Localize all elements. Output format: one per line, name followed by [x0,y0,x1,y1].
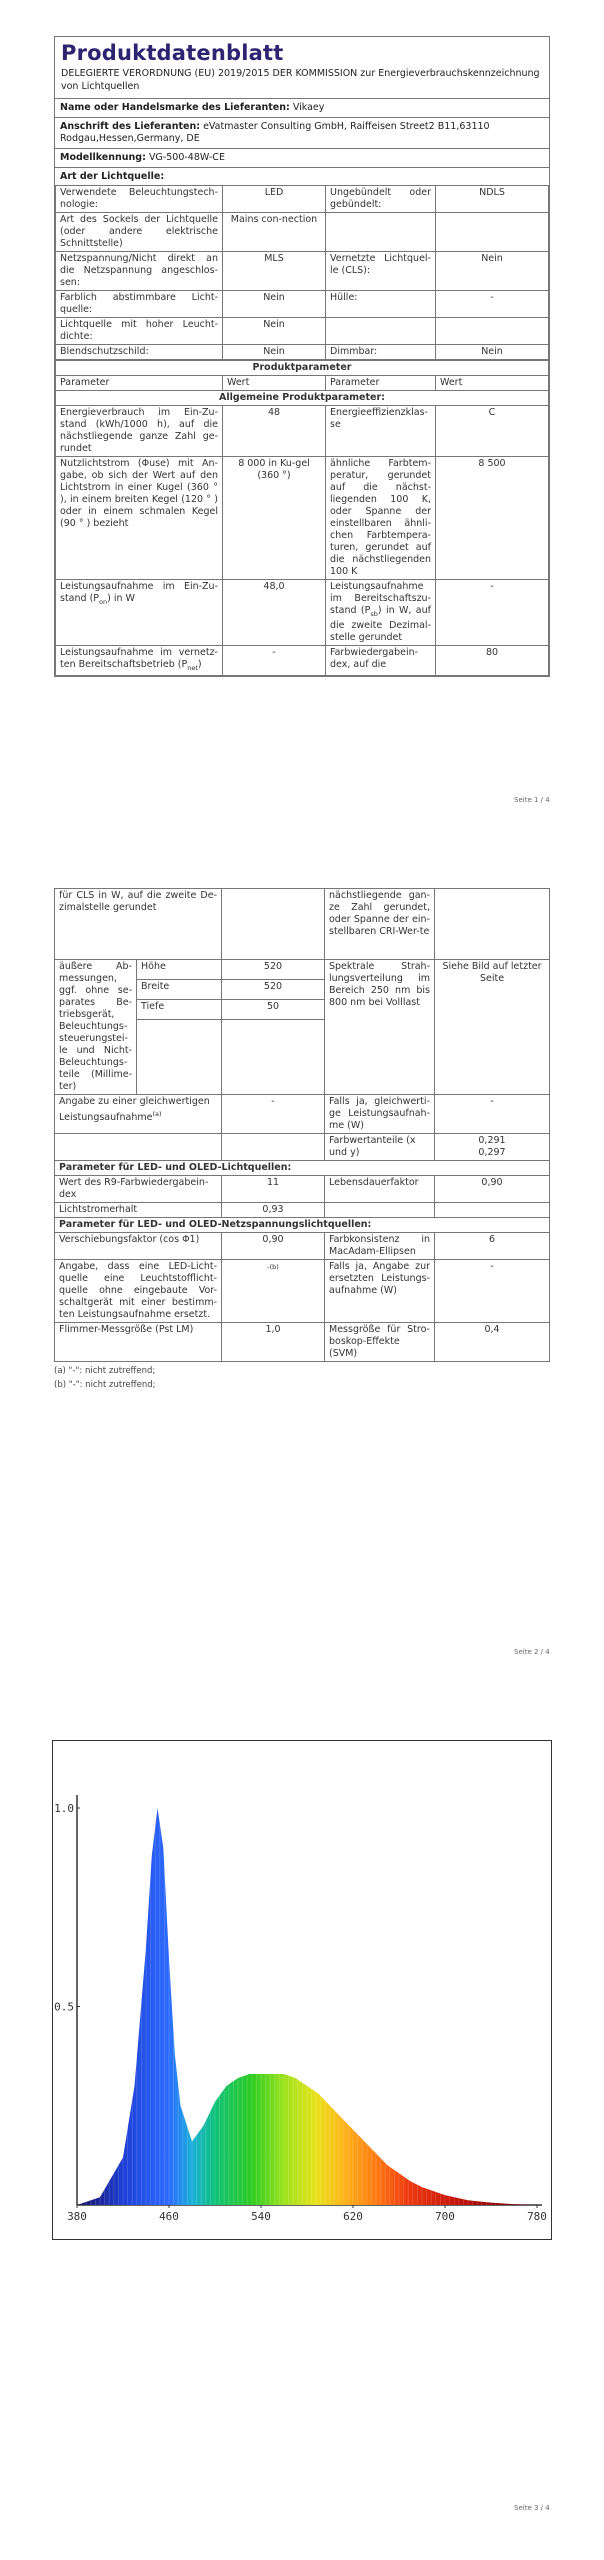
dim-name: Breite [137,980,222,1000]
flicker-label: Flimmer-Messgröße (Pst LM) [55,1323,222,1362]
param-label: Nutzlichtstrom (Φuse) mit An-gabe, ob sich der Wert auf den Lichtstrom in einer Kugel (360 ° ), in einem breiten Kegel (120 ° ) oder in einem schmalen Kegel (90 ° ) bezieht [56,457,223,580]
supplier-address-row [55,117,549,148]
type-row-value: Nein [223,318,326,345]
datasheet-frame [54,36,550,677]
param-label-2: Energieeffizienzklas-se [326,406,436,457]
flux-maintenance-label: Lichtstromerhalt [55,1203,222,1218]
replacement-value: -(b) [222,1260,325,1323]
type-row [56,318,549,345]
lifetime-value: 0,90 [435,1176,550,1203]
col-value-header: Wert [436,376,549,391]
supplier-name-value: Vikaey [292,102,325,113]
lightsource-type-label: Art der Lichtquelle: [60,171,165,182]
replacement-label: Angabe, dass eine LED-Licht-quelle eine Leuchtstofflicht-quelle ohne eingebaute Vor-schaltgerät mit einer bestimm-ten Leistungsaufnahme ersetzt. [55,1260,222,1323]
type-row-label: Art des Sockels der Lichtquelle (oder andere elektrische Schnittstelle) [56,213,223,252]
stroboscopic-label: Messgröße für Stro-boskop-Effekte (SVM) [325,1323,435,1362]
empty-cell [137,1020,222,1095]
type-row-value-2: Nein [436,252,549,291]
type-row-value: Nein [223,345,326,360]
dim-name: Höhe [137,960,222,980]
x-tick-label: 380 [67,2210,87,2223]
type-row-value: LED [223,186,326,213]
stroboscopic-value: 0,4 [435,1323,550,1362]
supplier-address-label: Anschrift des Lieferanten: [60,121,201,132]
param-label: Leistungsaufnahme im Ein-Zu-stand $(P_{on})$ in W [56,580,223,646]
y-tick-label: 0.5 [54,2000,74,2014]
supplier-address-value: eVatmaster Consulting GmbH, Raiffeisen Street2 B11,63110 Rodgau,Hessen,Germany, DE [60,121,490,144]
param-label-2: Leistungsaufnahme im Bereitschaftszu-stand $(P_{sb})$ in W, auf die zweite Dezimal-stelle gerundet [326,580,436,646]
x-tick-label: 700 [435,2210,455,2223]
spectrum-chart-svg [52,1740,552,2240]
supplier-name-label: Name oder Handelsmarke des Lieferanten: [60,102,290,113]
empty-cell [325,1203,435,1218]
x-tick-label: 780 [527,2210,547,2223]
param-value: - [223,645,326,675]
supplier-name-row [55,98,549,117]
param-label: Energieverbrauch im Ein-Zu-stand (kWh/1000 h), auf die nächstliegende ganze Zahl ge-rundet [56,406,223,457]
type-row-label: Netzspannung/Nicht direkt an die Netzspannung angeschlos-sen: [56,252,223,291]
page-title: Produktdatenblatt [61,41,284,65]
type-row-value-2: Nein [436,345,549,360]
model-value: VG-500-48W-CE [148,152,225,163]
flux-maintenance-value: 0,93 [222,1203,325,1218]
type-row-label-2: Vernetzte Lichtquel-le (CLS): [326,252,436,291]
type-row-label-2: Hülle: [326,291,436,318]
page-number: Seite 2 / 4 [514,1648,550,1656]
param-label: Leistungsaufnahme im vernetz-ten Bereitschaftsbetrieb $(P_{net})$ [56,645,223,675]
mains-params-heading: Parameter für LED- und OLED-Netzspannungslichtquellen: [55,1218,550,1233]
lifetime-label: Lebensdauerfaktor [325,1176,435,1203]
replacement-r-label: Falls ja, Angabe zur ersetzten Leistungs-aufnahme (W) [325,1260,435,1323]
dim-value: 520 [222,960,325,980]
r9-label: Wert des R9-Farbwiedergabein-dex [55,1176,222,1203]
model-label: Modellkennung: [60,152,146,163]
type-row-value: Nein [223,291,326,318]
type-row-value: MLS [223,252,326,291]
empty-cell [222,1134,325,1161]
x-tick-label: 620 [343,2210,363,2223]
replacement-r-value: - [435,1260,550,1323]
y-tick-label: 1.0 [54,1802,74,1815]
chromaticity-label: Farbwertanteile (x und y) [325,1134,435,1161]
type-row-value: Mains con-nection [223,213,326,252]
type-row [56,291,549,318]
footnote-a: (a) "-": nicht zutreffend; [54,1366,156,1376]
cos-phi-value: 0,90 [222,1233,325,1260]
r9-value: 11 [222,1176,325,1203]
param-row [56,457,549,580]
x-tick-label: 460 [159,2210,179,2223]
chroma-y: 0,297 [478,1147,506,1158]
param-row [56,406,549,457]
chroma-x: 0,291 [478,1135,506,1146]
chromaticity-value [435,1134,550,1161]
param-label-2: ähnliche Farbtem-peratur, gerundet auf die nächst-liegenden 100 K, oder Spanne der einstellbaren ähnli-chen Farbtempera-turen, gerundet auf die nächstliegenden 100 K [326,457,436,580]
col-value-header: Wert [223,376,326,391]
dim-value: 50 [222,1000,325,1020]
empty-cell [222,889,325,960]
pnet-label-cont: für CLS in W, auf die zweite De-zimalstelle gerundet [55,889,222,960]
model-row [55,148,549,167]
type-row [56,213,549,252]
col-param-header: Parameter [56,376,223,391]
equiv-power-label: Angabe zu einer gleichwertigen Leistungsaufnahme$^{(a)}$ [55,1095,222,1134]
type-row-value-2 [436,213,549,252]
page-2 [54,888,550,1392]
type-row-value-2 [436,318,549,345]
footnote-b: (b) "-": nicht zutreffend; [54,1380,156,1390]
param-row [56,645,549,675]
type-row-label: Lichtquelle mit hoher Leucht-dichte: [56,318,223,345]
type-row [56,345,549,360]
equiv-power-r-value: - [435,1095,550,1134]
type-row-label: Blendschutzschild: [56,345,223,360]
col-param-header: Parameter [326,376,436,391]
type-row-label: Verwendete Beleuchtungstech-nologie: [56,186,223,213]
param-value-2: 80 [436,645,549,675]
general-heading: Allgemeine Produktparameter: [56,391,549,406]
type-row-label-2 [326,318,436,345]
dim-value: 520 [222,980,325,1000]
lightsource-type-table [55,185,549,360]
equiv-power-value: - [222,1095,325,1134]
page-1 [54,36,550,677]
param-value: 48,0 [223,580,326,646]
x-tick-label: 540 [251,2210,271,2223]
type-row [56,252,549,291]
page-number: Seite 3 / 4 [514,2504,550,2512]
type-row-label-2: Dimmbar: [326,345,436,360]
spectrum-chart [52,1740,552,2240]
param-value-2: - [436,580,549,646]
type-row-value-2: NDLS [436,186,549,213]
type-row-label-2: Ungebündelt oder gebündelt: [326,186,436,213]
empty-cell [435,889,550,960]
macadam-label: Farbkonsistenz in MacAdam-Ellipsen [325,1233,435,1260]
cri-label-cont: nächstliegende gan-ze Zahl gerundet, oder Spanne der ein-stellbaren CRI-Wer-te [325,889,435,960]
type-row-value-2: - [436,291,549,318]
cos-phi-label: Verschiebungsfaktor (cos Φ1) [55,1233,222,1260]
led-params-heading: Parameter für LED- und OLED-Lichtquellen: [55,1161,550,1176]
macadam-value: 6 [435,1233,550,1260]
regulation-subtitle: DELEGIERTE VERORDNUNG (EU) 2019/2015 DER KOMMISSION zur Energieverbrauchskennzeichnung von Lichtquellen [61,68,540,92]
param-label-2: Farbwiedergabein-dex, auf die [326,645,436,675]
param-value: 48 [223,406,326,457]
product-params-continued [54,888,550,1362]
param-value: 8 000 in Ku-gel (360 °) [223,457,326,580]
product-params-table [55,360,549,676]
dimensions-label: äußere Ab-messungen, ggf. ohne se-parates Be-triebsgerät, Beleuchtungs-steuerungstei-le und Nicht-Beleuchtungs-teile (Millime-ter) [55,960,137,1095]
empty-cell [55,1134,222,1161]
flicker-value: 1,0 [222,1323,325,1362]
empty-cell [222,1020,325,1095]
params-heading: Produktparameter [56,361,549,376]
type-row-label: Farblich abstimmbare Licht-quelle: [56,291,223,318]
param-value-2: C [436,406,549,457]
type-row-label-2 [326,213,436,252]
type-row [56,186,549,213]
param-value-2: 8 500 [436,457,549,580]
spectral-label: Spektrale Strah-lungsverteilung im Bereich 250 nm bis 800 nm bei Volllast [325,960,435,1095]
param-row [56,580,549,646]
lightsource-type-heading-row [55,167,549,185]
spectral-value: Siehe Bild auf letzter Seite [435,960,550,1095]
page-number: Seite 1 / 4 [514,796,550,804]
equiv-power-r-label: Falls ja, gleichwerti-ge Leistungsaufnah-me (W) [325,1095,435,1134]
dim-name: Tiefe [137,1000,222,1020]
empty-cell [435,1203,550,1218]
